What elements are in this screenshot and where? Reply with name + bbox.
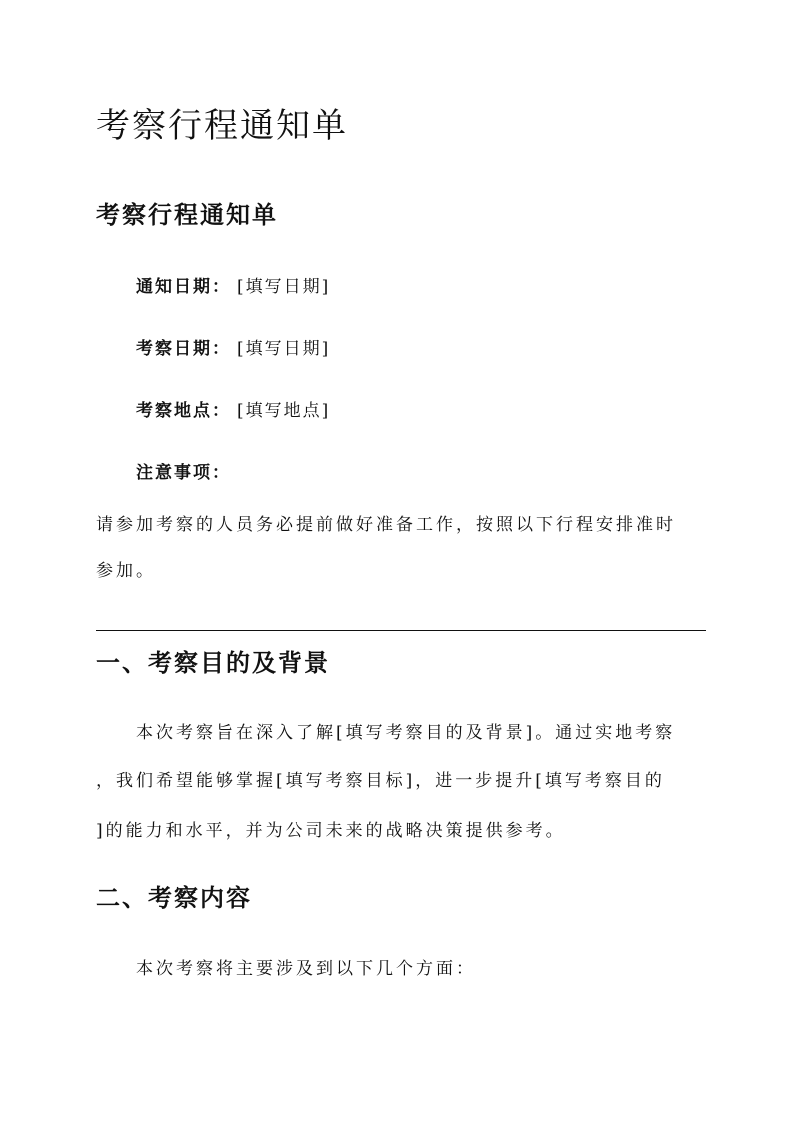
document-subtitle: 考察行程通知单 — [96, 200, 278, 229]
section-text-line: ，我们希望能够掌握[填写考察目标]，进一步提升[填写考察目的 — [96, 771, 665, 791]
field-value: [填写日期] — [237, 339, 331, 359]
field-inspection-location — [136, 396, 330, 421]
document-title: 考察行程通知单 — [96, 106, 348, 146]
field-notice-date — [136, 272, 330, 297]
notice-text-line: 参加。 — [96, 561, 156, 581]
field-value: [填写地点] — [237, 401, 331, 421]
field-label: 考察地点： — [136, 401, 231, 421]
section-text-line: ]的能力和水平，并为公司未来的战略决策提供参考。 — [96, 821, 566, 841]
field-value: [填写日期] — [237, 277, 331, 297]
field-inspection-date — [136, 334, 330, 359]
section-heading-purpose: 一、考察目的及背景 — [96, 648, 330, 677]
section-text-line: 本次考察旨在深入了解[填写考察目的及背景]。通过实地考察 — [136, 723, 676, 743]
field-label: 通知日期： — [136, 277, 231, 297]
field-notes — [136, 458, 237, 483]
section-text-line: 本次考察将主要涉及到以下几个方面： — [136, 959, 476, 979]
field-label: 注意事项： — [136, 463, 231, 483]
notice-text-line: 请参加考察的人员务必提前做好准备工作，按照以下行程安排准时 — [96, 515, 676, 535]
field-label: 考察日期： — [136, 339, 231, 359]
section-divider — [96, 630, 706, 631]
section-heading-content: 二、考察内容 — [96, 883, 252, 912]
